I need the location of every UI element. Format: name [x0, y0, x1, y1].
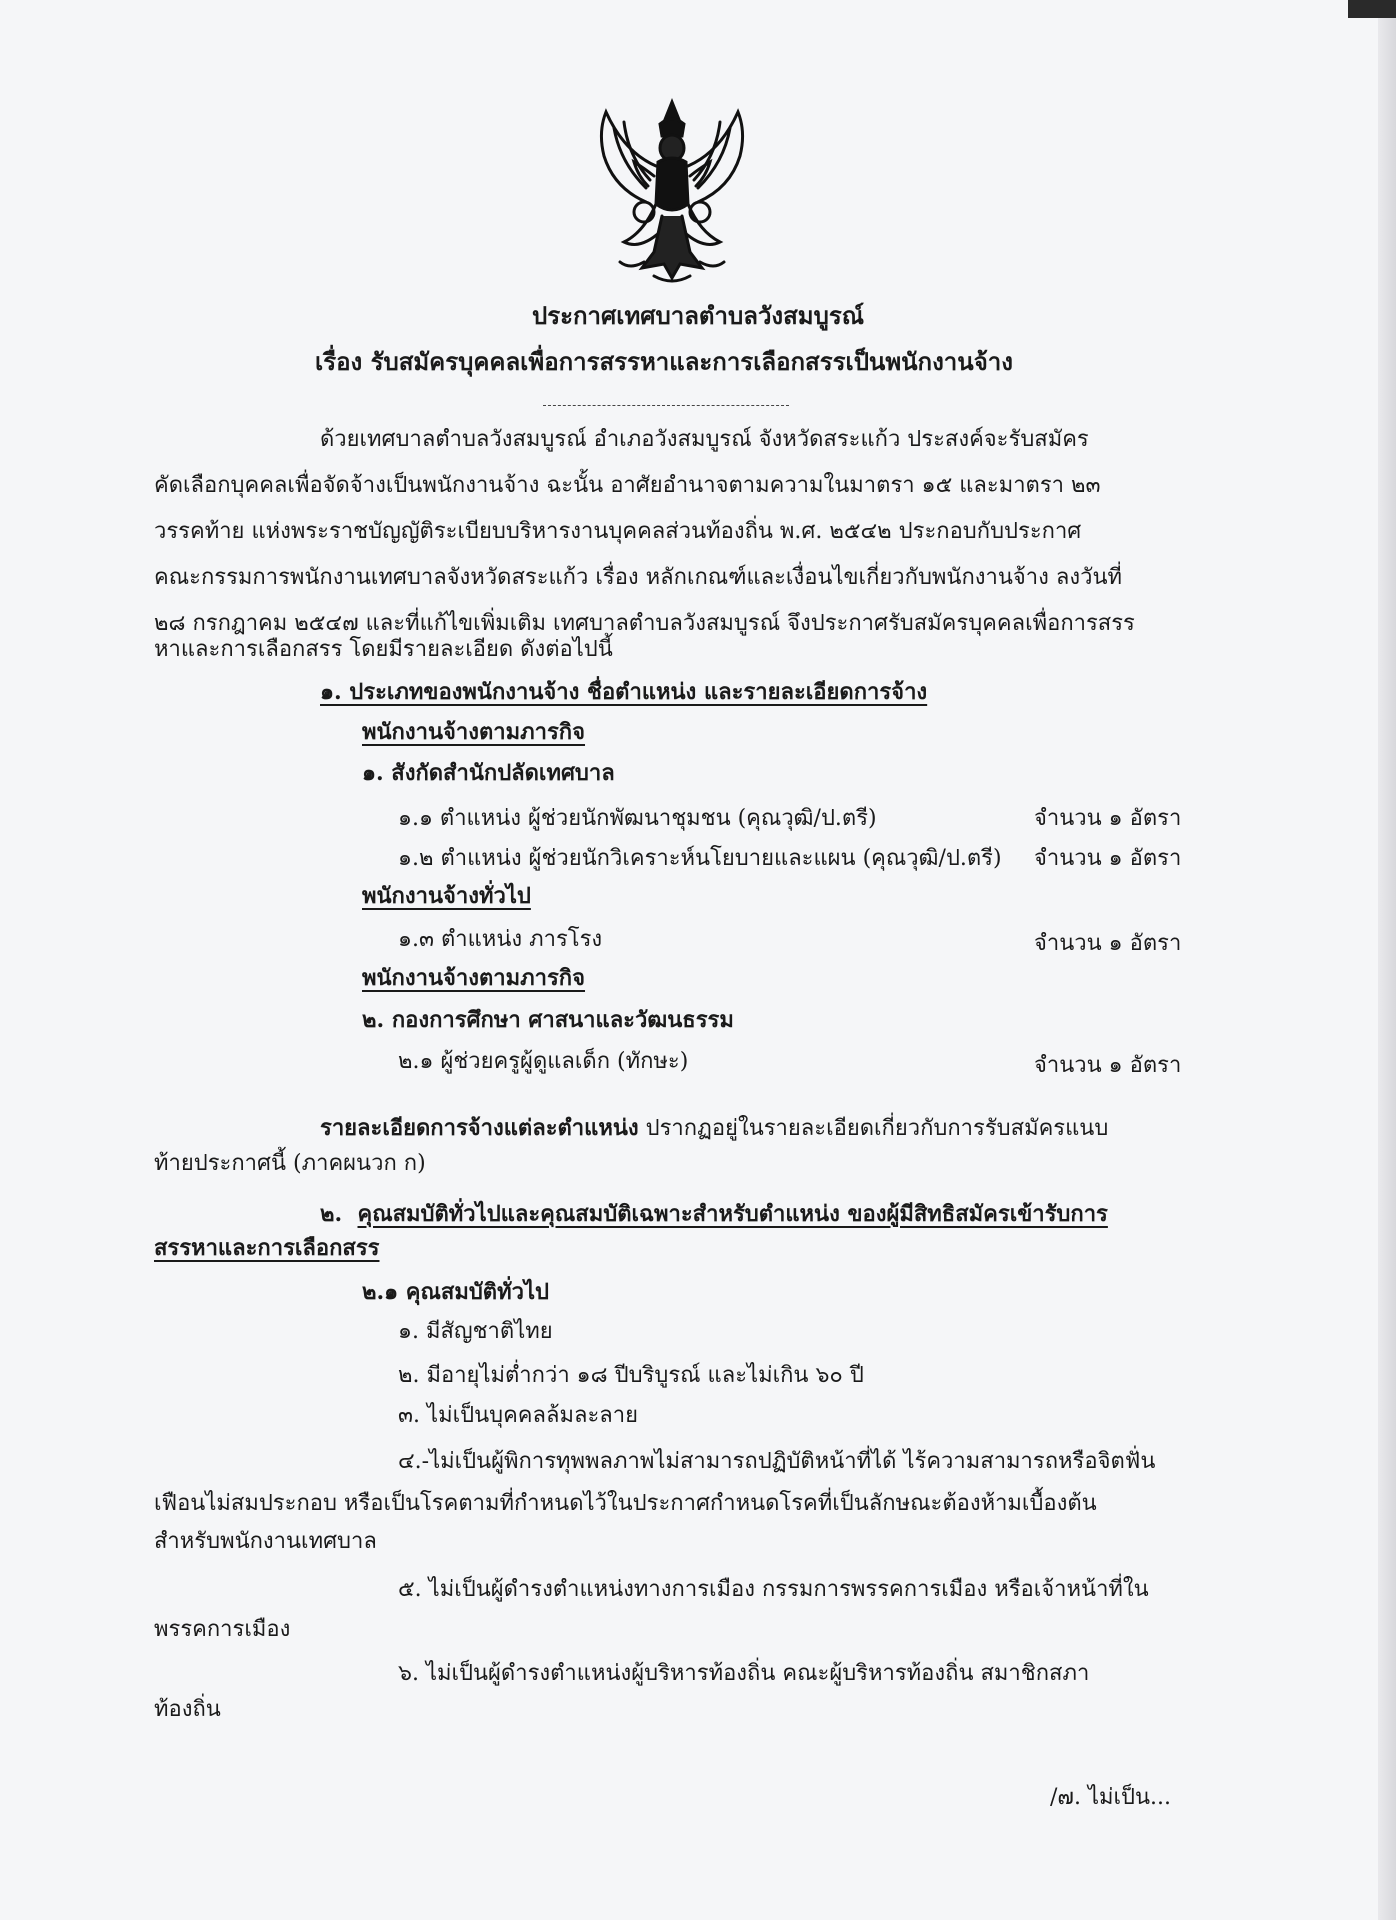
- qualification-2: ๒. มีอายุไม่ต่ำกว่า ๑๘ ปีบริบูรณ์ และไม่เกิน ๖๐ ปี: [398, 1363, 864, 1388]
- garuda-emblem-icon: [584, 92, 760, 288]
- section-2-heading-text: คุณสมบัติทั่วไปและคุณสมบัติเฉพาะสำหรับตำแหน่ง ของผู้มีสิทธิสมัครเข้ารับการ: [357, 1201, 1108, 1227]
- position-1-1: ๑.๑ ตำแหน่ง ผู้ช่วยนักพัฒนาชุมชน (คุณวุฒิ/ป.ตรี): [398, 806, 877, 831]
- details-note-line-1: [320, 1112, 1108, 1145]
- position-2-1-count: จำนวน ๑ อัตรา: [1034, 1053, 1182, 1078]
- details-note-line-2: ท้ายประกาศนี้ (ภาคผนวก ก): [154, 1151, 426, 1176]
- intro-line-2: คัดเลือกบุคคลเพื่อจัดจ้างเป็นพนักงานจ้าง ฉะนั้น อาศัยอำนาจตามความในมาตรา ๑๕ และมาตรา ๒๓: [154, 473, 1101, 498]
- qualification-3: ๓. ไม่เป็นบุคคลล้มละลาย: [398, 1403, 639, 1428]
- intro-line-3: วรรคท้าย แห่งพระราชบัญญัติระเบียบบริหารงานบุคคลส่วนท้องถิ่น พ.ศ. ๒๕๔๒ ประกอบกับประกาศ: [154, 519, 1082, 544]
- position-1-2: ๑.๒ ตำแหน่ง ผู้ช่วยนักวิเคราะห์นโยบายและแผน (คุณวุฒิ/ป.ตรี): [398, 846, 1002, 871]
- qualification-4-line-2: เฟือนไม่สมประกอบ หรือเป็นโรคตามที่กำหนดไว้ในประกาศกำหนดโรคที่เป็นลักษณะต้องห้ามเบื้องต้น: [154, 1491, 1097, 1516]
- qualification-1: ๑. มีสัญชาติไทย: [398, 1319, 553, 1344]
- general-qualifications: ๒.๑ คุณสมบัติทั่วไป: [362, 1279, 549, 1305]
- unit-education-division: ๒. กองการศึกษา ศาสนาและวัฒนธรรม: [362, 1007, 734, 1033]
- position-1-3-count: จำนวน ๑ อัตรา: [1034, 931, 1182, 956]
- position-1-3: ๑.๓ ตำแหน่ง ภารโรง: [398, 927, 603, 952]
- scan-corner: [1348, 0, 1396, 18]
- section-1-heading: ๑. ประเภทของพนักงานจ้าง ชื่อตำแหน่ง และรายละเอียดการจ้าง: [320, 679, 928, 705]
- details-note-bold: รายละเอียดการจ้างแต่ละตำแหน่ง: [320, 1115, 639, 1141]
- continuation-marker: /๗. ไม่เป็น...: [1050, 1785, 1172, 1810]
- intro-line-5: ๒๘ กรกฎาคม ๒๕๔๗ และที่แก้ไขเพิ่มเติม เทศบาลตำบลวังสมบูรณ์ จึงประกาศรับสมัครบุคคลเพื่อการสรร: [154, 611, 1135, 636]
- document-title: ประกาศเทศบาลตำบลวังสมบูรณ์: [532, 301, 864, 330]
- details-note-rest: ปรากฏอยู่ในรายละเอียดเกี่ยวกับการรับสมัครแนบ: [638, 1116, 1109, 1141]
- group-mission-staff: พนักงานจ้างตามภารกิจ: [362, 719, 586, 745]
- group-mission-staff-2: พนักงานจ้างตามภารกิจ: [362, 965, 586, 991]
- qualification-5-line-2: พรรคการเมือง: [154, 1617, 291, 1642]
- title-divider: [543, 405, 789, 406]
- position-2-1: ๒.๑ ผู้ช่วยครูผู้ดูแลเด็ก (ทักษะ): [398, 1049, 689, 1074]
- section-2-heading: [320, 1198, 1108, 1230]
- group-general-staff: พนักงานจ้างทั่วไป: [362, 883, 531, 909]
- section-2-number: ๒.: [320, 1201, 343, 1227]
- qualification-4-line-1: ๔.-ไม่เป็นผู้พิการทุพพลภาพไม่สามารถปฏิบัติหน้าที่ได้ ไร้ความสามารถหรือจิตฟั่น: [398, 1449, 1156, 1474]
- position-1-2-count: จำนวน ๑ อัตรา: [1034, 846, 1182, 871]
- section-2-heading-cont: สรรหาและการเลือกสรร: [154, 1235, 380, 1261]
- intro-line-6: หาและการเลือกสรร โดยมีรายละเอียด ดังต่อไปนี้: [154, 637, 613, 662]
- intro-line-1: ด้วยเทศบาลตำบลวังสมบูรณ์ อำเภอวังสมบูรณ์ จังหวัดสระแก้ว ประสงค์จะรับสมัคร: [320, 427, 1089, 452]
- qualification-6-line-2: ท้องถิ่น: [154, 1697, 221, 1722]
- document-subject: เรื่อง รับสมัครบุคคลเพื่อการสรรหาและการเลือกสรรเป็นพนักงานจ้าง: [315, 347, 1013, 376]
- intro-line-4: คณะกรรมการพนักงานเทศบาลจังหวัดสระแก้ว เรื่อง หลักเกณฑ์และเงื่อนไขเกี่ยวกับพนักงานจ้าง ลงวันที่: [154, 565, 1123, 590]
- scan-edge: [1378, 0, 1396, 1920]
- qualification-6-line-1: ๖. ไม่เป็นผู้ดำรงตำแหน่งผู้บริหารท้องถิ่น คณะผู้บริหารท้องถิ่น สมาชิกสภา: [398, 1661, 1090, 1686]
- qualification-5-line-1: ๕. ไม่เป็นผู้ดำรงตำแหน่งทางการเมือง กรรมการพรรคการเมือง หรือเจ้าหน้าที่ใน: [398, 1577, 1149, 1602]
- qualification-4-line-3: สำหรับพนักงานเทศบาล: [154, 1529, 377, 1554]
- unit-clerk-office: ๑. สังกัดสำนักปลัดเทศบาล: [362, 760, 615, 786]
- position-1-1-count: จำนวน ๑ อัตรา: [1034, 806, 1182, 831]
